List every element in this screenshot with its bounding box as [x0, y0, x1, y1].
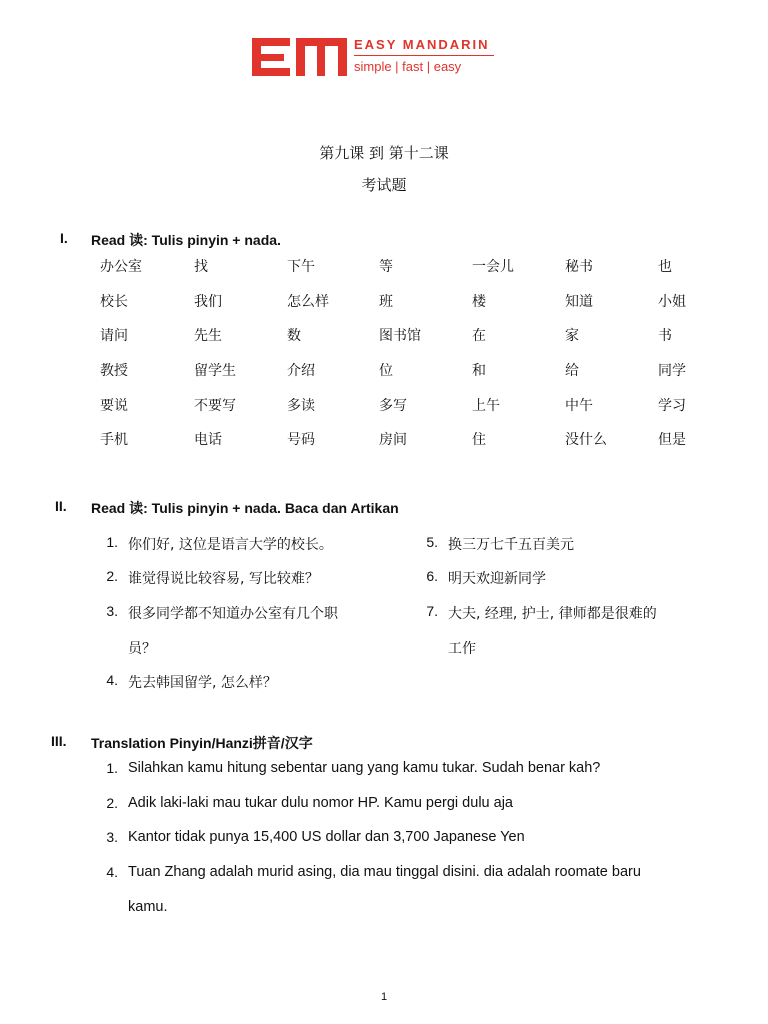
question-number: 6.	[426, 568, 438, 584]
question-number: 1.	[106, 534, 118, 550]
question-number: 3.	[106, 829, 118, 845]
question-text: 你们好, 这位是语言大学的校长。	[128, 537, 333, 553]
question-text: 谁觉得说比较容易, 写比较难？	[128, 571, 319, 587]
exam-title: 考试题	[361, 176, 407, 194]
translation-text: Adik laki-laki mau tukar dulu nomor HP. Kamu pergi dulu aja	[128, 795, 513, 811]
section-3-heading: Translation Pinyin/Hanzi拼音/汉字	[91, 735, 313, 751]
vocab-word: 家	[565, 328, 579, 344]
brand-tagline: simple | fast | easy	[354, 59, 462, 74]
vocab-word: 中午	[565, 398, 593, 414]
vocab-word: 一会儿	[472, 259, 514, 275]
vocab-word: 住	[472, 432, 486, 448]
question-text: 很多同学都不知道办公室有几个职	[128, 606, 338, 622]
question-text: 明天欢迎新同学	[448, 571, 546, 587]
translation-text: Tuan Zhang adalah murid asing, dia mau tinggal disini. dia adalah roomate baru	[128, 864, 641, 880]
vocab-word: 同学	[658, 363, 686, 379]
vocab-word: 上午	[472, 398, 500, 414]
page-number: 1	[380, 991, 388, 1003]
vocab-word: 学习	[658, 398, 686, 414]
vocab-word: 怎么样	[287, 294, 329, 310]
question-number: 4.	[106, 864, 118, 880]
question-number: 2.	[106, 795, 118, 811]
vocab-word: 电话	[194, 432, 222, 448]
translation-text: kamu.	[128, 899, 168, 915]
question-text: 员？	[128, 641, 156, 657]
vocab-word: 找	[194, 259, 208, 275]
question-text: 工作	[448, 641, 476, 657]
question-text: 换三万七千五百美元	[448, 537, 574, 553]
vocab-word: 和	[472, 363, 486, 379]
vocab-word: 也	[658, 259, 672, 275]
vocab-word: 数	[287, 328, 301, 344]
vocab-word: 没什么	[565, 432, 607, 448]
vocab-word: 请问	[100, 328, 128, 344]
question-number: 4.	[106, 672, 118, 688]
vocab-word: 教授	[100, 363, 128, 379]
vocab-word: 介绍	[287, 363, 315, 379]
question-text: 大夫, 经理, 护士, 律师都是很难的	[448, 606, 657, 622]
vocab-word: 房间	[379, 432, 407, 448]
brand-block	[354, 36, 494, 76]
vocab-word: 但是	[658, 432, 686, 448]
question-number: 3.	[106, 603, 118, 619]
vocab-word: 号码	[287, 432, 315, 448]
vocab-word: 校长	[100, 294, 128, 310]
translation-text: Silahkan kamu hitung sebentar uang yang kamu tukar. Sudah benar kah?	[128, 760, 601, 776]
vocab-word: 下午	[287, 259, 315, 275]
question-number: 5.	[426, 534, 438, 550]
vocab-word: 楼	[472, 294, 486, 310]
vocab-word: 给	[565, 363, 579, 379]
vocab-word: 先生	[194, 328, 222, 344]
vocab-word: 在	[472, 328, 486, 344]
section-1-number: I.	[60, 230, 68, 246]
vocab-word: 多读	[287, 398, 315, 414]
vocab-word: 手机	[100, 432, 128, 448]
section-2-number: II.	[55, 498, 67, 514]
section-2-heading: Read 读: Tulis pinyin + nada. Baca dan Artikan	[91, 500, 399, 516]
question-number: 2.	[106, 568, 118, 584]
section-3-number: III.	[51, 733, 67, 749]
vocab-word: 办公室	[100, 259, 142, 275]
question-text: 先去韩国留学, 怎么样？	[128, 675, 277, 691]
vocab-word: 等	[379, 259, 393, 275]
vocab-word: 我们	[194, 294, 222, 310]
translation-text: Kantor tidak punya 15,400 US dollar dan 3,700 Japanese Yen	[128, 829, 525, 845]
vocab-word: 班	[379, 294, 393, 310]
vocab-word: 多写	[379, 398, 407, 414]
vocab-word: 图书馆	[379, 328, 421, 344]
vocab-word: 书	[658, 328, 672, 344]
lesson-title: 第九课 到 第十二课	[319, 144, 449, 162]
vocab-word: 位	[379, 363, 393, 379]
brand-name: EASY MANDARIN	[354, 37, 490, 52]
question-number: 1.	[106, 760, 118, 776]
vocab-word: 小姐	[658, 294, 686, 310]
brand-divider	[354, 55, 494, 56]
section-1-heading: Read 读: Tulis pinyin + nada.	[91, 232, 281, 248]
vocab-word: 留学生	[194, 363, 236, 379]
vocab-word: 秘书	[565, 259, 593, 275]
question-number: 7.	[426, 603, 438, 619]
vocab-word: 不要写	[194, 398, 236, 414]
vocab-word: 知道	[565, 294, 593, 310]
vocab-word: 要说	[100, 398, 128, 414]
